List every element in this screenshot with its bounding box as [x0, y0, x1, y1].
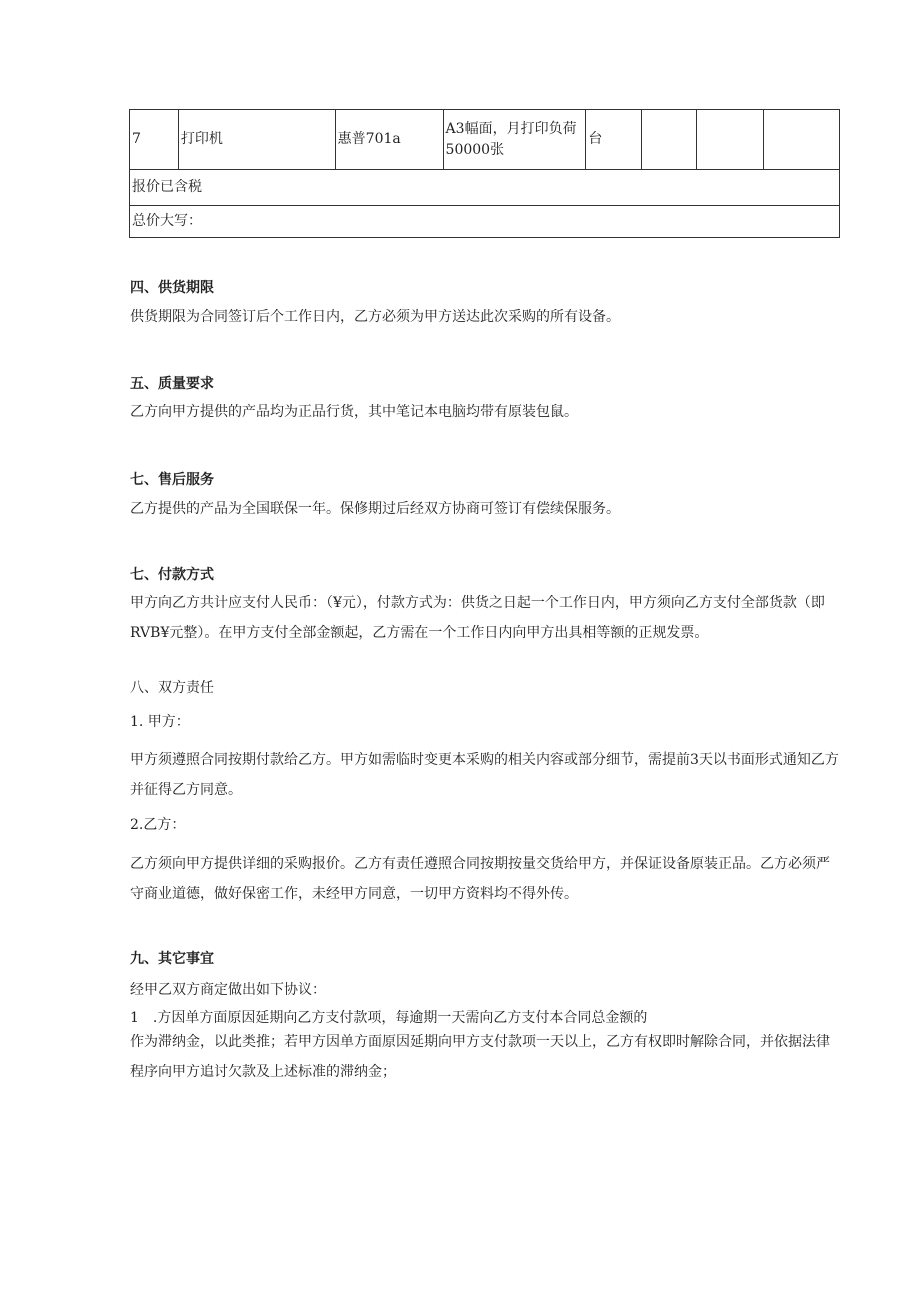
- tax-row: [130, 170, 840, 206]
- price-table: [129, 109, 840, 238]
- item-total: [764, 110, 840, 170]
- section-5-body: 乙方向甲方提供的产品均为正品行货，其中笔记本电脑均带有原装包鼠。: [130, 404, 578, 420]
- party-a-body: 甲方须遵照合同按期付款给乙方。甲方如需临时变更本采购的相关内容或部分细节，需提前3天以书面形式通知乙方并征得乙方同意。: [130, 752, 839, 798]
- section-5-title: 五、质量要求: [130, 376, 214, 392]
- item-name: 打印机: [178, 110, 335, 170]
- section-7b-body: 甲方向乙方共计应支付人民币：（¥元），付款方式为：供货之日起一个工作日内，甲方须向乙方支付全部货款（即RVB¥元整）。在甲方支付全部金额起，乙方需在一个工作日内向甲方出具相等额的正规发票。: [130, 595, 825, 641]
- party-a-label: 1. 甲方：: [130, 714, 190, 730]
- section-7b-title: 七、付款方式: [130, 567, 214, 583]
- tax-note: 报价已含税: [130, 170, 840, 206]
- item-unit: 台: [586, 110, 642, 170]
- total-row: [130, 206, 840, 238]
- item-price: [697, 110, 764, 170]
- section-9-title: 九、其它事宜: [130, 951, 214, 967]
- party-b-label: 2.乙方：: [130, 817, 186, 833]
- section-7a-body: 乙方提供的产品为全国联保一年。保修期过后经双方协商可签订有偿续保服务。: [130, 501, 620, 517]
- party-b-body: 乙方须向甲方提供详细的采购报价。乙方有责任遵照合同按期按量交货给甲方，并保证设备原装正品。乙方必须严守商业道德，做好保密工作，未经甲方同意，一切甲方资料均不得外传。: [130, 856, 830, 902]
- total-caps-label: 总价大写：: [130, 206, 840, 238]
- section-9-intro: 经甲乙双方商定做出如下协议：: [130, 982, 326, 998]
- section-9-item-1-cont: 作为滞纳金，以此类推；若甲方因单方面原因延期向甲方支付款项一天以上，乙方有权即时解除合同，并依据法律程序向甲方追讨欠款及上述标准的滞纳金；: [130, 1034, 830, 1080]
- item-spec: A3幅面，月打印负荷50000张: [443, 110, 586, 170]
- section-7a-title: 七、售后服务: [130, 472, 214, 488]
- item-model: 惠普701a: [335, 110, 443, 170]
- section-8-title: 八、双方责任: [130, 680, 214, 696]
- section-9-item-1: 1 .方因单方面原因延期向乙方支付款项，每逾期一天需向乙方支付本合同总金额的: [130, 1010, 648, 1026]
- section-4-title: 四、供货期限: [130, 280, 214, 296]
- table-row: [130, 110, 840, 170]
- section-4-body: 供货期限为合同签订后个工作日内，乙方必须为甲方送达此次采购的所有设备。: [130, 309, 620, 325]
- item-qty: [642, 110, 697, 170]
- row-number: 7: [130, 110, 179, 170]
